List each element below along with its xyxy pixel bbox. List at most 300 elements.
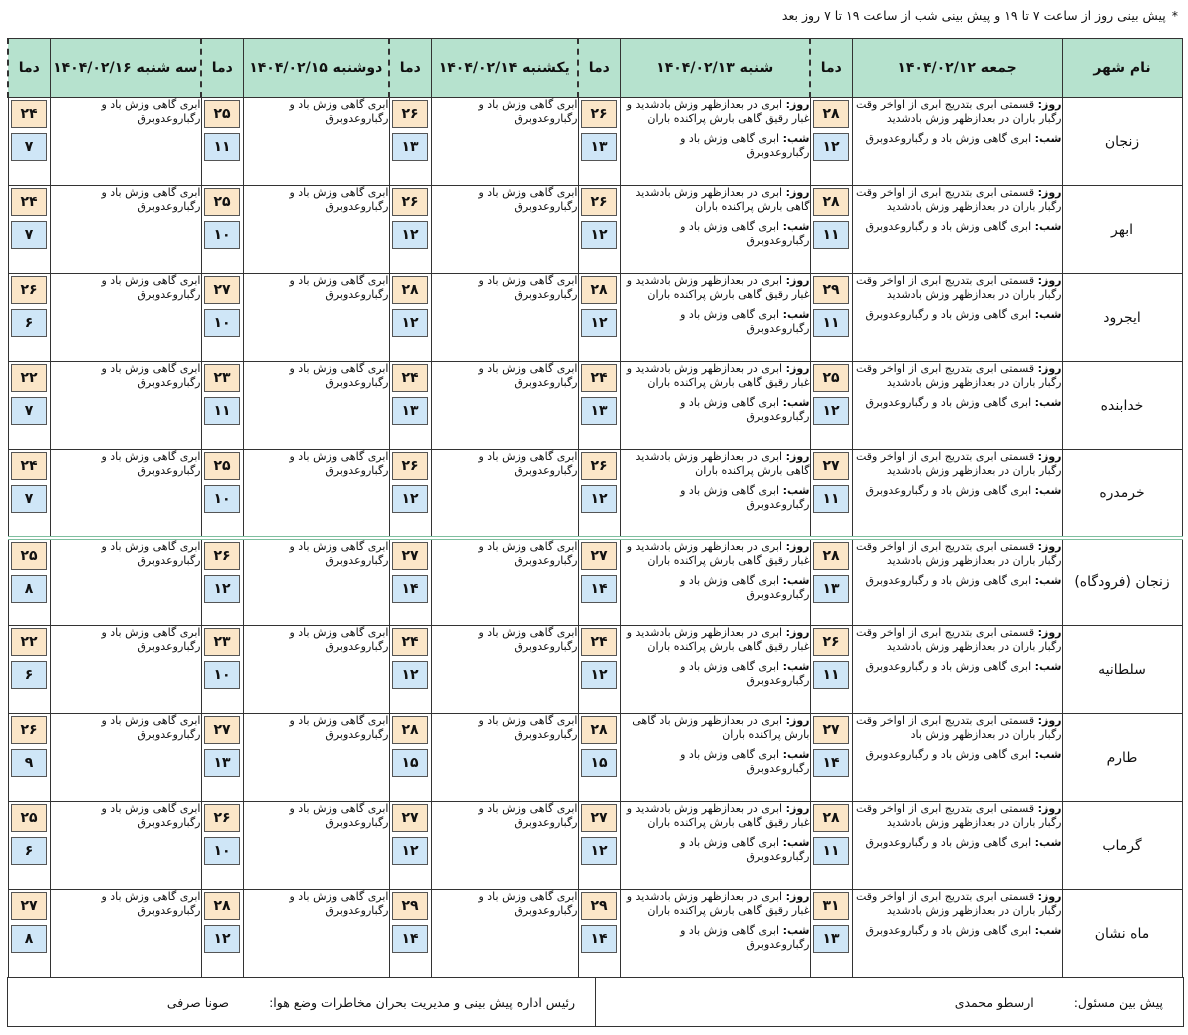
day-text: قسمتی ابری بتدریج ابری از اواخر وقت رگبار باران در بعدازظهر وزش بادشدید xyxy=(855,98,1062,125)
min-temp: ۱۲ xyxy=(392,485,428,513)
footer xyxy=(7,977,1184,1027)
head-cell xyxy=(8,978,596,1026)
night-forecast xyxy=(853,660,1062,674)
day-forecast xyxy=(853,802,1062,830)
forecast-d3-cell: ابری گاهی وزش باد و رگباروعدوبرق xyxy=(431,362,578,450)
head-label: رئیس اداره پیش بینی و مدیریت بحران مخاطرات وضع هوا: xyxy=(269,994,575,1010)
temp-cell xyxy=(389,274,431,362)
day-label: روز: xyxy=(1037,362,1062,375)
temp-cell xyxy=(810,98,852,186)
day-label: روز: xyxy=(785,362,810,375)
min-temp: ۱۱ xyxy=(813,309,849,337)
day-forecast xyxy=(853,714,1062,742)
day-forecast xyxy=(621,274,810,302)
temp-cell xyxy=(578,450,620,538)
max-temp: ۲۵ xyxy=(204,452,240,480)
temp-cell xyxy=(389,714,431,802)
day-text: ابری در بعدازظهر وزش باد گاهی بارش پراکنده باران xyxy=(632,714,810,741)
day-text: قسمتی ابری بتدریج ابری از اواخر وقت رگبار باران در بعدازظهر وزش بادشدید xyxy=(855,186,1062,213)
forecast-d2-cell xyxy=(620,98,810,186)
temp-cell xyxy=(810,186,852,274)
header-day-3: یکشنبه ۱۴۰۴/۰۲/۱۴ xyxy=(431,39,578,98)
temp-cell xyxy=(810,714,852,802)
max-temp: ۲۸ xyxy=(813,100,849,128)
note-text: پیش بینی روز از ساعت ۷ تا ۱۹ و پیش بینی شب از ساعت ۱۹ تا ۷ روز بعد xyxy=(781,8,1166,23)
max-temp: ۲۶ xyxy=(204,804,240,832)
max-temp: ۲۶ xyxy=(581,188,617,216)
forecast-d3-cell: ابری گاهی وزش باد و رگباروعدوبرق xyxy=(431,714,578,802)
min-temp: ۸ xyxy=(11,925,47,953)
day-label: روز: xyxy=(1037,186,1062,199)
min-temp: ۱۳ xyxy=(204,749,240,777)
day-forecast xyxy=(853,626,1062,654)
max-temp: ۲۶ xyxy=(392,100,428,128)
day-label: روز: xyxy=(785,274,810,287)
min-temp: ۱۲ xyxy=(204,925,240,953)
day-label: روز: xyxy=(785,450,810,463)
night-label: شب: xyxy=(1034,220,1062,233)
day-forecast xyxy=(853,362,1062,390)
max-temp: ۲۴ xyxy=(581,364,617,392)
night-label: شب: xyxy=(1034,660,1062,673)
table-row xyxy=(8,362,1182,450)
max-temp: ۲۵ xyxy=(11,542,47,570)
city-name: زنجان xyxy=(1062,98,1182,186)
day-label: روز: xyxy=(785,186,810,199)
temp-cell xyxy=(201,450,243,538)
temp-cell xyxy=(8,714,50,802)
forecast-d4-cell: ابری گاهی وزش باد و رگباروعدوبرق xyxy=(243,362,389,450)
forecast-d1-cell xyxy=(852,362,1062,450)
night-text: ابری گاهی وزش باد و رگباروعدوبرق xyxy=(865,573,1032,587)
temp-cell xyxy=(8,626,50,714)
header-day-2: شنبه ۱۴۰۴/۰۲/۱۳ xyxy=(620,39,810,98)
night-text: ابری گاهی وزش باد و رگباروعدوبرق xyxy=(865,836,1032,849)
day-label: روز: xyxy=(785,714,810,727)
table-row xyxy=(8,890,1182,978)
temp-cell xyxy=(389,802,431,890)
forecast-d5-cell: ابری گاهی وزش باد و رگباروعدوبرق xyxy=(50,98,201,186)
night-forecast xyxy=(621,308,810,336)
night-label: شب: xyxy=(1034,484,1062,497)
max-temp: ۲۷ xyxy=(813,452,849,480)
night-forecast xyxy=(621,220,810,248)
min-temp: ۱۲ xyxy=(813,397,849,425)
night-forecast xyxy=(621,484,810,512)
temp-cell xyxy=(201,626,243,714)
max-temp: ۲۹ xyxy=(813,276,849,304)
max-temp: ۲۷ xyxy=(813,716,849,744)
night-label: شب: xyxy=(782,484,810,497)
table-row xyxy=(8,186,1182,274)
header-temp-4: دما xyxy=(201,39,243,98)
day-text: قسمتی ابری بتدریج ابری از اواخر وقت رگبار باران در بعدازظهر وزش بادشدید xyxy=(855,450,1062,477)
night-forecast xyxy=(621,924,810,952)
temp-cell xyxy=(578,274,620,362)
max-temp: ۲۵ xyxy=(11,804,47,832)
forecast-d1-cell xyxy=(852,274,1062,362)
head-name: صونا صرفی xyxy=(166,994,230,1010)
night-text: ابری گاهی وزش باد و رگباروعدوبرق xyxy=(680,132,810,159)
header-day-4: دوشنبه ۱۴۰۴/۰۲/۱۵ xyxy=(243,39,389,98)
day-text: قسمتی ابری بتدریج ابری از اواخر وقت رگبار باران در بعدازظهر وزش بادشدید xyxy=(855,274,1062,301)
max-temp: ۲۸ xyxy=(813,542,849,570)
temp-cell xyxy=(201,538,243,626)
max-temp: ۲۶ xyxy=(11,276,47,304)
temp-cell xyxy=(810,450,852,538)
max-temp: ۲۹ xyxy=(581,892,617,920)
forecast-d1-cell xyxy=(852,98,1062,186)
max-temp: ۲۶ xyxy=(392,452,428,480)
temp-cell xyxy=(578,538,620,626)
day-label: روز: xyxy=(785,802,810,815)
day-forecast xyxy=(621,450,810,478)
temp-cell xyxy=(578,98,620,186)
forecast-d2-cell xyxy=(620,450,810,538)
table-row xyxy=(8,274,1182,362)
min-temp: ۱۳ xyxy=(392,133,428,161)
table-row xyxy=(8,626,1182,714)
max-temp: ۲۶ xyxy=(11,716,47,744)
max-temp: ۲۸ xyxy=(581,276,617,304)
day-label: روز: xyxy=(785,539,810,553)
min-temp: ۱۲ xyxy=(813,133,849,161)
max-temp: ۲۶ xyxy=(813,628,849,656)
night-text: ابری گاهی وزش باد و رگباروعدوبرق xyxy=(680,660,810,687)
min-temp: ۱۱ xyxy=(813,221,849,249)
max-temp: ۲۳ xyxy=(204,364,240,392)
forecast-d2-cell xyxy=(620,626,810,714)
max-temp: ۲۷ xyxy=(204,276,240,304)
min-temp: ۱۲ xyxy=(392,661,428,689)
day-text: قسمتی ابری بتدریج ابری از اواخر وقت رگبار باران در بعدازظهر وزش بادشدید xyxy=(855,802,1062,829)
max-temp: ۲۲ xyxy=(11,364,47,392)
forecast-d3-cell: ابری گاهی وزش باد و رگباروعدوبرق xyxy=(431,802,578,890)
min-temp: ۱۲ xyxy=(581,309,617,337)
day-text: قسمتی ابری بتدریج ابری از اواخر وقت رگبار باران در بعدازظهر وزش بادشدید xyxy=(855,539,1062,567)
day-text: ابری در بعدازظهر وزش بادشدید گاهی بارش پراکنده باران xyxy=(635,186,810,213)
night-text: ابری گاهی وزش باد و رگباروعدوبرق xyxy=(865,484,1032,497)
forecast-d3-cell: ابری گاهی وزش باد و رگباروعدوبرق xyxy=(431,450,578,538)
temp-cell xyxy=(201,362,243,450)
temp-cell xyxy=(578,890,620,978)
min-temp: ۱۳ xyxy=(581,133,617,161)
forecast-d2-cell xyxy=(620,538,810,626)
night-label: شب: xyxy=(782,396,810,409)
night-text: ابری گاهی وزش باد و رگباروعدوبرق xyxy=(865,924,1032,937)
temp-cell xyxy=(201,98,243,186)
max-temp: ۲۵ xyxy=(204,100,240,128)
night-text: ابری گاهی وزش باد و رگباروعدوبرق xyxy=(865,132,1032,145)
day-forecast xyxy=(621,714,810,742)
day-forecast xyxy=(853,98,1062,126)
night-text: ابری گاهی وزش باد و رگباروعدوبرق xyxy=(865,660,1032,673)
max-temp: ۲۴ xyxy=(392,364,428,392)
city-name: گرماب xyxy=(1062,802,1182,890)
night-label: شب: xyxy=(1034,396,1062,409)
forecaster-label: پیش بین مسئول: xyxy=(1073,994,1163,1010)
temp-cell xyxy=(201,274,243,362)
forecast-d5-cell: ابری گاهی وزش باد و رگباروعدوبرق xyxy=(50,274,201,362)
night-forecast xyxy=(621,660,810,688)
forecast-d5-cell: ابری گاهی وزش باد و رگباروعدوبرق xyxy=(50,362,201,450)
day-forecast xyxy=(621,626,810,654)
min-temp: ۱۴ xyxy=(581,925,617,953)
temp-cell xyxy=(810,362,852,450)
forecaster-name: ارسطو محمدی xyxy=(954,994,1034,1010)
forecast-d3-cell: ابری گاهی وزش باد و رگباروعدوبرق xyxy=(431,186,578,274)
temp-cell xyxy=(8,186,50,274)
forecast-d5-cell: ابری گاهی وزش باد و رگباروعدوبرق xyxy=(50,802,201,890)
forecast-d4-cell: ابری گاهی وزش باد و رگباروعدوبرق xyxy=(243,274,389,362)
night-label: شب: xyxy=(782,573,810,587)
night-label: شب: xyxy=(782,836,810,849)
day-label: روز: xyxy=(1037,802,1062,815)
day-forecast xyxy=(621,186,810,214)
min-temp: ۹ xyxy=(11,749,47,777)
forecast-d5-cell: ابری گاهی وزش باد و رگباروعدوبرق xyxy=(50,450,201,538)
forecast-d4-cell: ابری گاهی وزش باد و رگباروعدوبرق xyxy=(243,626,389,714)
night-label: شب: xyxy=(782,748,810,761)
night-label: شب: xyxy=(782,220,810,233)
header-temp-2: دما xyxy=(578,39,620,98)
temp-cell xyxy=(389,98,431,186)
min-temp: ۱۴ xyxy=(813,749,849,777)
night-text: ابری گاهی وزش باد و رگباروعدوبرق xyxy=(680,308,810,335)
day-text: ابری در بعدازظهر وزش بادشدید و غبار رقیق گاهی بارش پراکنده باران xyxy=(626,626,810,653)
day-text: ابری در بعدازظهر وزش بادشدید و غبار رقیق گاهی بارش پراکنده باران xyxy=(626,802,810,829)
max-temp: ۲۶ xyxy=(392,188,428,216)
day-text: ابری در بعدازظهر وزش بادشدید و غبار رقیق گاهی بارش پراکنده باران xyxy=(626,890,810,917)
day-text: ابری در بعدازظهر وزش بادشدید و غبار رقیق گاهی بارش پراکنده باران xyxy=(626,539,810,567)
max-temp: ۲۸ xyxy=(392,716,428,744)
forecast-d1-cell xyxy=(852,802,1062,890)
night-label: شب: xyxy=(782,924,810,937)
forecast-d1-cell xyxy=(852,450,1062,538)
min-temp: ۷ xyxy=(11,221,47,249)
night-label: شب: xyxy=(1034,924,1062,937)
header-day-1: جمعه ۱۴۰۴/۰۲/۱۲ xyxy=(852,39,1062,98)
max-temp: ۲۴ xyxy=(11,452,47,480)
header-city: نام شهر xyxy=(1062,39,1182,98)
forecast-d3-cell: ابری گاهی وزش باد و رگباروعدوبرق xyxy=(431,274,578,362)
max-temp: ۲۴ xyxy=(581,628,617,656)
night-forecast xyxy=(853,748,1062,762)
night-label: شب: xyxy=(782,308,810,321)
night-text: ابری گاهی وزش باد و رگباروعدوبرق xyxy=(865,220,1032,233)
temp-cell xyxy=(389,890,431,978)
min-temp: ۸ xyxy=(11,575,47,603)
forecast-d3-cell: ابری گاهی وزش باد و رگباروعدوبرق xyxy=(431,890,578,978)
forecast-d1-cell xyxy=(852,186,1062,274)
header-temp-3: دما xyxy=(389,39,431,98)
night-label: شب: xyxy=(1034,573,1062,587)
max-temp: ۲۵ xyxy=(204,188,240,216)
day-label: روز: xyxy=(1037,274,1062,287)
temp-cell xyxy=(578,626,620,714)
min-temp: ۶ xyxy=(11,661,47,689)
day-label: روز: xyxy=(785,98,810,111)
max-temp: ۲۶ xyxy=(581,100,617,128)
temp-cell xyxy=(810,626,852,714)
table-row xyxy=(8,538,1182,626)
max-temp: ۲۷ xyxy=(11,892,47,920)
night-label: شب: xyxy=(782,132,810,145)
day-forecast xyxy=(853,186,1062,214)
day-forecast xyxy=(853,450,1062,478)
temp-cell xyxy=(201,186,243,274)
min-temp: ۷ xyxy=(11,485,47,513)
min-temp: ۱۲ xyxy=(392,837,428,865)
max-temp: ۲۸ xyxy=(813,188,849,216)
forecast-d1-cell xyxy=(852,538,1062,626)
night-text: ابری گاهی وزش باد و رگباروعدوبرق xyxy=(680,396,810,423)
forecast-d2-cell xyxy=(620,186,810,274)
temp-cell xyxy=(389,538,431,626)
min-temp: ۱۱ xyxy=(204,133,240,161)
day-text: قسمتی ابری بتدریج ابری از اواخر وقت رگبار باران در بعدازظهر وزش باد xyxy=(855,714,1062,741)
forecast-d4-cell: ابری گاهی وزش باد و رگباروعدوبرق xyxy=(243,802,389,890)
night-text: ابری گاهی وزش باد و رگباروعدوبرق xyxy=(680,484,810,511)
night-forecast xyxy=(853,574,1062,588)
city-name: خدابنده xyxy=(1062,362,1182,450)
min-temp: ۱۲ xyxy=(581,485,617,513)
max-temp: ۲۶ xyxy=(204,542,240,570)
min-temp: ۱۰ xyxy=(204,837,240,865)
min-temp: ۱۵ xyxy=(392,749,428,777)
max-temp: ۲۷ xyxy=(392,542,428,570)
temp-cell xyxy=(8,274,50,362)
max-temp: ۲۹ xyxy=(392,892,428,920)
temp-cell xyxy=(8,98,50,186)
day-forecast xyxy=(621,802,810,830)
min-temp: ۱۰ xyxy=(204,661,240,689)
max-temp: ۲۴ xyxy=(392,628,428,656)
forecast-d1-cell xyxy=(852,890,1062,978)
min-temp: ۷ xyxy=(11,397,47,425)
header-row xyxy=(8,39,1182,98)
forecast-d4-cell: ابری گاهی وزش باد و رگباروعدوبرق xyxy=(243,890,389,978)
header-day-5: سه شنبه ۱۴۰۴/۰۲/۱۶ xyxy=(50,39,201,98)
forecast-d2-cell xyxy=(620,714,810,802)
min-temp: ۱۲ xyxy=(392,221,428,249)
forecast-rows xyxy=(8,98,1182,978)
day-label: روز: xyxy=(785,626,810,639)
night-forecast xyxy=(853,396,1062,410)
min-temp: ۱۳ xyxy=(581,397,617,425)
night-forecast xyxy=(621,574,810,602)
min-temp: ۱۲ xyxy=(581,661,617,689)
forecast-d4-cell: ابری گاهی وزش باد و رگباروعدوبرق xyxy=(243,186,389,274)
temp-cell xyxy=(201,890,243,978)
max-temp: ۲۵ xyxy=(813,364,849,392)
city-name: طارم xyxy=(1062,714,1182,802)
temp-cell xyxy=(8,362,50,450)
forecast-d5-cell: ابری گاهی وزش باد و رگباروعدوبرق xyxy=(50,890,201,978)
day-text: قسمتی ابری بتدریج ابری از اواخر وقت رگبار باران در بعدازظهر وزش بادشدید xyxy=(855,362,1062,389)
temp-cell xyxy=(578,802,620,890)
forecast-d3-cell: ابری گاهی وزش باد و رگباروعدوبرق xyxy=(431,626,578,714)
night-label: شب: xyxy=(1034,308,1062,321)
forecast-d1-cell xyxy=(852,626,1062,714)
temp-cell xyxy=(578,714,620,802)
day-text: ابری در بعدازظهر وزش بادشدید و غبار رقیق گاهی بارش پراکنده باران xyxy=(626,274,810,301)
night-label: شب: xyxy=(1034,132,1062,145)
day-label: روز: xyxy=(1037,98,1062,111)
temp-cell xyxy=(8,538,50,626)
night-forecast xyxy=(853,132,1062,146)
forecast-d1-cell xyxy=(852,714,1062,802)
table-row xyxy=(8,802,1182,890)
temp-cell xyxy=(8,802,50,890)
forecast-d4-cell: ابری گاهی وزش باد و رگباروعدوبرق xyxy=(243,98,389,186)
max-temp: ۲۸ xyxy=(813,804,849,832)
forecast-d4-cell: ابری گاهی وزش باد و رگباروعدوبرق xyxy=(243,714,389,802)
temp-cell xyxy=(389,186,431,274)
day-text: ابری در بعدازظهر وزش بادشدید و غبار رقیق گاهی بارش پراکنده باران xyxy=(626,98,810,125)
min-temp: ۱۵ xyxy=(581,749,617,777)
night-text: ابری گاهی وزش باد و رگباروعدوبرق xyxy=(680,748,810,775)
min-temp: ۱۱ xyxy=(813,485,849,513)
forecast-d2-cell xyxy=(620,802,810,890)
night-text: ابری گاهی وزش باد و رگباروعدوبرق xyxy=(680,836,810,863)
night-forecast xyxy=(621,836,810,864)
day-label: روز: xyxy=(1037,539,1062,553)
temp-cell xyxy=(810,538,852,626)
max-temp: ۲۸ xyxy=(392,276,428,304)
day-forecast xyxy=(853,274,1062,302)
header-temp-1: دما xyxy=(810,39,852,98)
min-temp: ۱۲ xyxy=(392,309,428,337)
header-temp-5: دما xyxy=(8,39,50,98)
min-temp: ۱۲ xyxy=(204,575,240,603)
day-label: روز: xyxy=(1037,450,1062,463)
forecast-d3-cell: ابری گاهی وزش باد و رگباروعدوبرق xyxy=(431,98,578,186)
night-label: شب: xyxy=(1034,748,1062,761)
max-temp: ۳۱ xyxy=(813,892,849,920)
min-temp: ۱۰ xyxy=(204,485,240,513)
day-label: روز: xyxy=(1037,714,1062,727)
city-name: خرمدره xyxy=(1062,450,1182,538)
table-row xyxy=(8,714,1182,802)
max-temp: ۲۸ xyxy=(581,716,617,744)
forecast-d4-cell: ابری گاهی وزش باد و رگباروعدوبرق xyxy=(243,450,389,538)
min-temp: ۶ xyxy=(11,837,47,865)
night-text: ابری گاهی وزش باد و رگباروعدوبرق xyxy=(680,573,810,601)
table-row xyxy=(8,98,1182,186)
temp-cell xyxy=(578,186,620,274)
night-label: شب: xyxy=(782,660,810,673)
min-temp: ۱۱ xyxy=(813,661,849,689)
max-temp: ۲۷ xyxy=(204,716,240,744)
city-name: سلطانیه xyxy=(1062,626,1182,714)
day-text: قسمتی ابری بتدریج ابری از اواخر وقت رگبار باران در بعدازظهر وزش بادشدید xyxy=(855,626,1062,653)
forecast-d2-cell xyxy=(620,890,810,978)
night-text: ابری گاهی وزش باد و رگباروعدوبرق xyxy=(865,748,1032,761)
max-temp: ۲۴ xyxy=(11,100,47,128)
temp-cell xyxy=(389,626,431,714)
note-marker: * xyxy=(1171,8,1178,23)
temp-cell xyxy=(810,890,852,978)
city-name: ماه نشان xyxy=(1062,890,1182,978)
min-temp: ۱۰ xyxy=(204,309,240,337)
night-text: ابری گاهی وزش باد و رگباروعدوبرق xyxy=(865,308,1032,321)
max-temp: ۲۷ xyxy=(581,804,617,832)
night-text: ابری گاهی وزش باد و رگباروعدوبرق xyxy=(865,396,1032,409)
temp-cell xyxy=(201,802,243,890)
table-row xyxy=(8,450,1182,538)
max-temp: ۲۴ xyxy=(11,188,47,216)
